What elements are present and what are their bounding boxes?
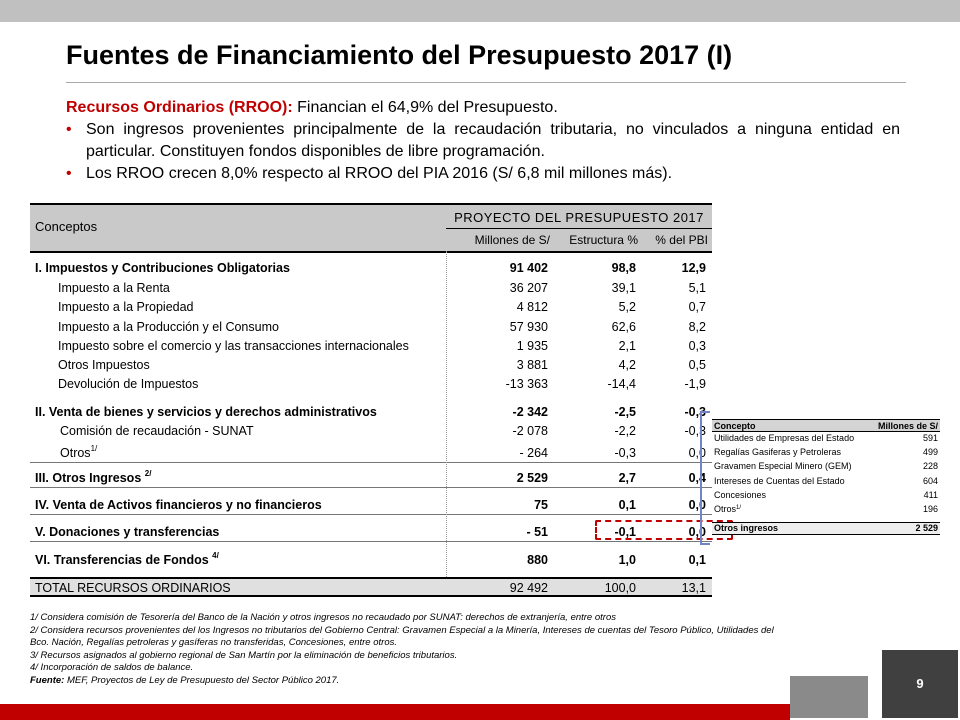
footer-gray-block: [790, 676, 868, 718]
lead-text: Financian el 64,9% del Presupuesto.: [292, 99, 558, 116]
table-row: [30, 496, 712, 515]
footnote-ref: 1/: [90, 444, 98, 453]
source-note: [30, 675, 900, 688]
footnote-ref: 1/: [736, 505, 742, 511]
row-structure: 2,1: [618, 339, 636, 353]
row-pbi: 0,7: [688, 300, 706, 314]
row-pbi: 0,3: [688, 339, 706, 353]
footnote: 3/ Recursos asignados al gobierno regional de San Martín por la eliminación de beneficios tributarios.: [30, 649, 458, 661]
row-pbi: 8,2: [688, 320, 706, 334]
footnote-ref: 2/: [144, 469, 152, 478]
row-pbi: 0,0: [688, 525, 706, 539]
row-millions: 91 402: [509, 261, 548, 275]
side-row-label: Regalías Gasiferas y Petroleras: [714, 447, 842, 457]
row-millions: -2 342: [512, 405, 548, 419]
side-row-value: 591: [922, 433, 938, 443]
row-label: II. Venta de bienes y servicios y derechos administrativos: [35, 405, 377, 419]
row-label: V. Donaciones y transferencias: [35, 525, 220, 539]
row-structure: -14,4: [607, 377, 636, 391]
bullet-item: [66, 163, 900, 185]
row-millions: 75: [534, 498, 548, 512]
intro-section: [66, 97, 900, 185]
row-pbi: -0,3: [684, 405, 706, 419]
side-total-value: 2 529: [915, 523, 938, 533]
footer-red-bar: [0, 704, 790, 720]
side-row-value: 411: [923, 490, 938, 500]
row-label: Otros Impuestos: [58, 358, 150, 372]
bullet-icon: •: [66, 121, 72, 138]
side-total-label: Otros ingresos: [714, 523, 779, 533]
row-label: Impuesto sobre el comercio y las transacciones internacionales: [58, 339, 409, 353]
side-row-label: [714, 503, 741, 516]
table-row: [30, 298, 712, 316]
table-row: [30, 375, 712, 393]
row-label-text: III. Otros Ingresos: [35, 471, 142, 485]
page-number: 9: [882, 650, 958, 718]
side-row-value: 228: [922, 461, 938, 471]
side-row-value: 196: [922, 504, 938, 514]
side-row-label: Utilidades de Empresas del Estado: [714, 433, 855, 443]
title-divider: [66, 82, 906, 83]
table-row: [30, 259, 712, 277]
row-millions: 57 930: [509, 320, 548, 334]
row-millions: - 51: [526, 525, 548, 539]
header-concepts: Conceptos: [35, 219, 98, 234]
row-label: Impuesto a la Propiedad: [58, 300, 194, 314]
row-label: I. Impuestos y Contribuciones Obligatorias: [35, 261, 290, 275]
row-structure: -2,2: [614, 424, 636, 438]
row-millions: 2 529: [516, 471, 548, 485]
footnote: 4/ Incorporación de saldos de balance.: [30, 662, 194, 673]
row-millions: 36 207: [509, 281, 548, 295]
side-table-row: [712, 460, 940, 473]
header-col-pbi: % del PBI: [655, 233, 708, 247]
source-label: Fuente:: [30, 674, 65, 686]
row-millions: 880: [527, 553, 548, 567]
source-text: MEF, Proyectos de Ley de Presupuesto del Sector Público 2017.: [64, 674, 340, 686]
row-structure: 5,2: [618, 300, 636, 314]
side-table-header: [712, 419, 940, 432]
side-row-label: Gravamen Especial Minero (GEM): [714, 461, 852, 471]
row-label: [60, 444, 97, 462]
row-pbi: 12,9: [681, 261, 706, 275]
row-millions: -13 363: [505, 377, 548, 391]
row-label: [35, 469, 151, 487]
table-row: [30, 279, 712, 297]
table-row: [30, 356, 712, 374]
side-table-row: [712, 475, 940, 488]
row-structure: 2,7: [618, 471, 636, 485]
row-label: Impuesto a la Producción y el Consumo: [58, 320, 279, 334]
bullet-text: Los RROO crecen 8,0% respecto al RROO del PIA 2016 (S/ 6,8 mil millones más).: [86, 165, 673, 182]
side-table-row: [712, 446, 940, 459]
side-row-label-text: Otros: [714, 504, 737, 514]
table-row: [30, 337, 712, 355]
footnote: 2/ Considera recursos provenientes del los Ingresos no tributarios del Gobierno Central: Gravamen Especial a la Minería, Intereses de cuentas del Tesoro Público, Utilidades del: [30, 624, 774, 636]
footnote-ref: 4/: [212, 551, 219, 560]
row-label: Comisión de recaudación - SUNAT: [60, 424, 254, 438]
header-group-underline: [446, 228, 712, 229]
table-row: [30, 444, 712, 463]
other-income-table: [712, 419, 940, 545]
row-millions: 4 812: [516, 300, 548, 314]
row-pbi: -1,9: [684, 377, 706, 391]
row-structure: 39,1: [611, 281, 636, 295]
row-millions: 1 935: [516, 339, 548, 353]
table-row: [30, 318, 712, 336]
table-row: [30, 422, 712, 440]
row-pbi: 0,0: [688, 498, 706, 512]
bracket-connector: [700, 411, 710, 545]
row-millions: -2 078: [512, 424, 548, 438]
row-structure: 1,0: [618, 553, 636, 567]
row-label: Impuesto a la Renta: [58, 281, 170, 295]
side-table-row: [712, 503, 940, 516]
row-structure: -0,3: [614, 446, 636, 460]
side-row-label: Concesiones: [714, 490, 767, 500]
row-structure: -0,1: [614, 525, 636, 539]
table-row: [30, 551, 712, 569]
row-pbi: 0,0: [688, 446, 706, 460]
row-label: IV. Venta de Activos financieros y no financieros: [35, 498, 322, 512]
table-header: [30, 203, 712, 253]
total-label: TOTAL RECURSOS ORDINARIOS: [35, 581, 231, 595]
lead-label: Recursos Ordinarios (RROO):: [66, 99, 293, 116]
table-row: [30, 469, 712, 488]
page-title: Fuentes de Financiamiento del Presupuesto 2017 (I): [66, 40, 733, 70]
side-header-value: Millones de S/: [877, 421, 938, 431]
bullet-text: Son ingresos provenientes principalmente de la recaudación tributaria, no vinculados a ninguna entidad en particular. Constituyen fondos disponibles de libre programación.: [86, 121, 900, 160]
row-pbi: 0,4: [688, 471, 706, 485]
column-divider: [446, 251, 448, 577]
row-label-text: Otros: [60, 446, 91, 460]
side-row-label: Intereses de Cuentas del Estado: [714, 476, 845, 486]
row-pbi: 0,5: [688, 358, 706, 372]
total-pbi: 13,1: [681, 581, 706, 595]
row-pbi: 0,1: [688, 553, 706, 567]
row-structure: 0,1: [618, 498, 636, 512]
bullet-icon: •: [66, 165, 72, 182]
row-structure: 62,6: [611, 320, 636, 334]
header-col-millions: Millones de S/: [474, 233, 550, 247]
header-col-structure: Estructura %: [569, 233, 638, 247]
total-millions: 92 492: [509, 581, 548, 595]
side-table-row: [712, 432, 940, 445]
table-total-row: [30, 577, 712, 597]
intro-lead: [66, 97, 900, 119]
row-pbi: 5,1: [688, 281, 706, 295]
row-structure: -2,5: [614, 405, 636, 419]
row-millions: 3 881: [516, 358, 548, 372]
bullet-item: [66, 119, 900, 163]
footnote: Bco. Nación, Regalías petroleras y gasíferas no transferidas, Concesiones, entre otros.: [30, 637, 397, 648]
side-row-value: 604: [922, 476, 938, 486]
side-header-concept: Concepto: [714, 421, 756, 431]
side-row-value: 499: [922, 447, 938, 457]
side-table-total: [712, 522, 940, 535]
footnote: 1/ Considera comisión de Tesorería del Banco de la Nación y otros ingresos no recaudado por SUNAT: derechos de extranjería, entre otros: [30, 612, 616, 623]
row-millions: - 264: [519, 446, 548, 460]
footnotes: [30, 612, 900, 687]
row-pbi: -0,3: [684, 424, 706, 438]
total-structure: 100,0: [604, 581, 636, 595]
row-structure: 98,8: [611, 261, 636, 275]
row-label-text: VI. Transferencias de Fondos: [35, 553, 209, 567]
top-bar: [0, 0, 960, 22]
header-group: PROYECTO DEL PRESUPUESTO 2017: [454, 210, 704, 225]
table-row: [30, 403, 712, 421]
row-label: Devolución de Impuestos: [58, 377, 199, 391]
side-table-row: [712, 489, 940, 502]
row-label: [35, 551, 219, 569]
row-structure: 4,2: [618, 358, 636, 372]
